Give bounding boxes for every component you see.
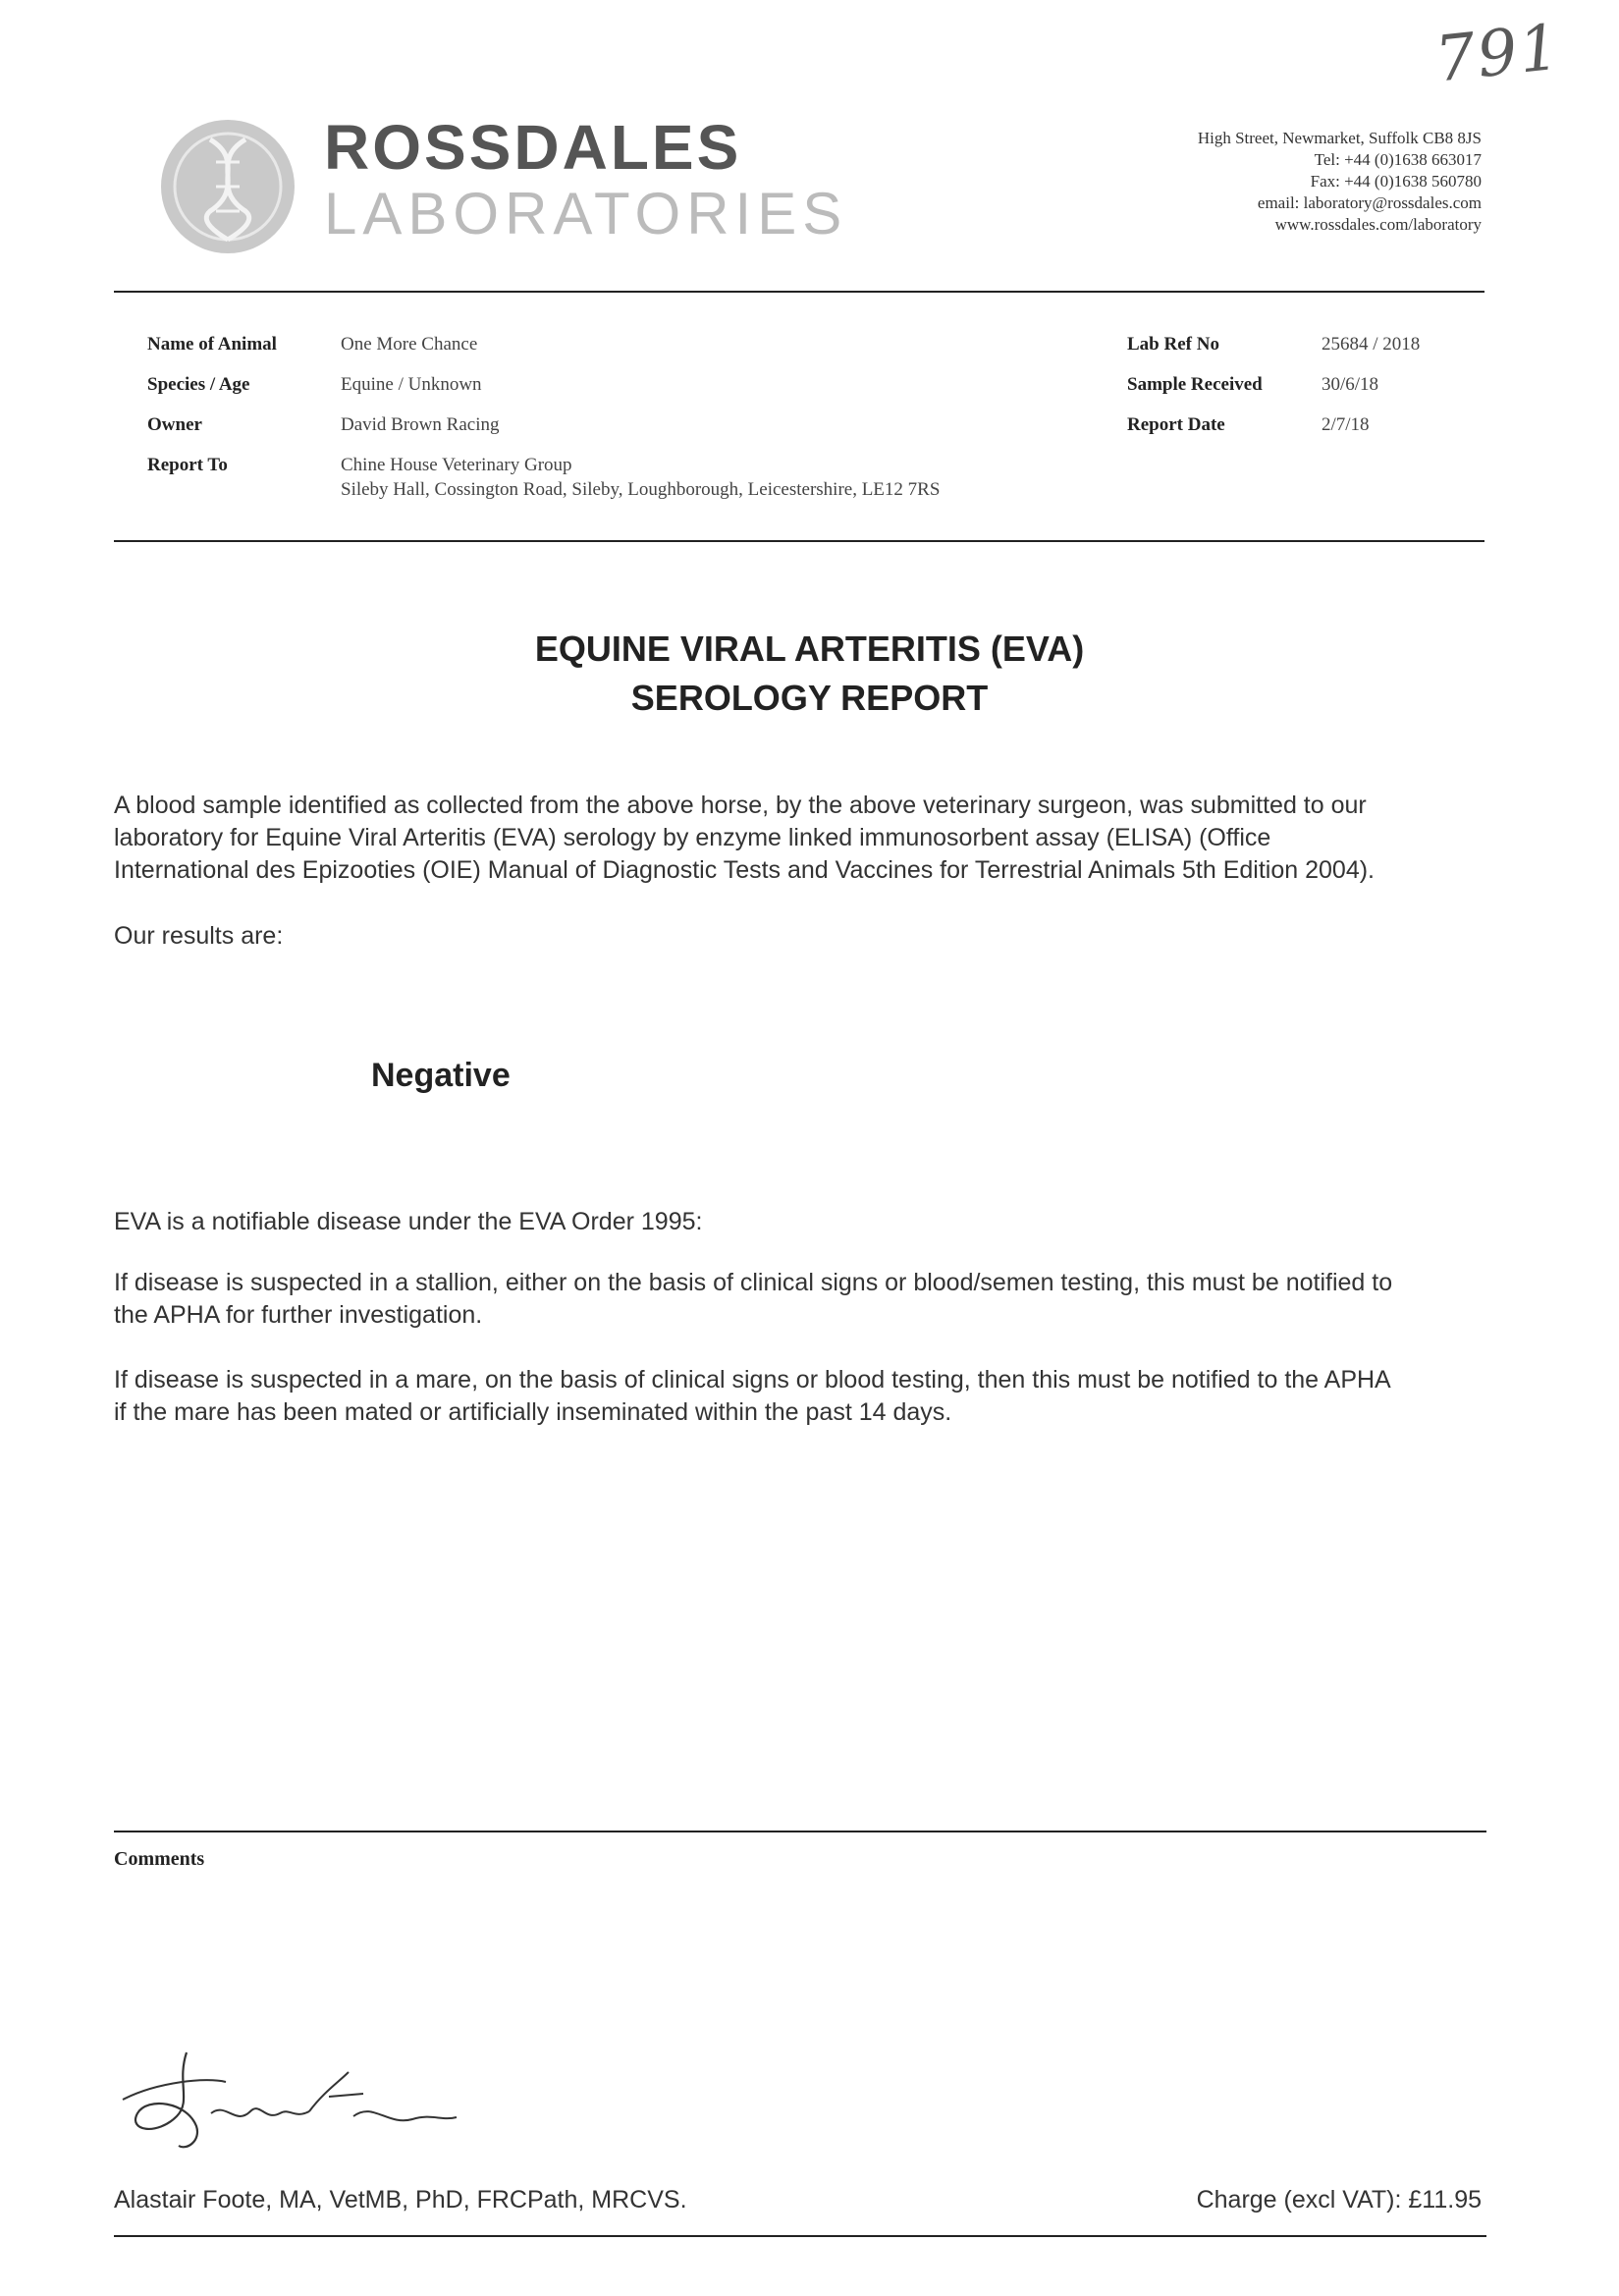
results-intro: Our results are:	[114, 922, 284, 950]
mare-line-2: if the mare has been mated or artificially inseminated within the past 14 days.	[114, 1398, 952, 1426]
owner-value: David Brown Racing	[341, 414, 500, 435]
notifiable-text: EVA is a notifiable disease under the EVA Order 1995:	[114, 1208, 703, 1235]
sample-received-label: Sample Received	[1127, 374, 1263, 395]
species-age-value: Equine / Unknown	[341, 374, 482, 395]
sample-received-value: 30/6/18	[1322, 374, 1379, 395]
stallion-line-2: the APHA for further investigation.	[114, 1301, 483, 1329]
lab-ref-value: 25684 / 2018	[1322, 334, 1421, 355]
intro-line-2: laboratory for Equine Viral Arteritis (EVA) serology by enzyme linked immunosorbent assay (ELISA) (Office	[114, 824, 1271, 851]
contact-web: www.rossdales.com/laboratory	[1274, 215, 1482, 234]
owner-label: Owner	[147, 414, 202, 435]
intro-paragraph	[114, 790, 1488, 887]
report-title-line2: SEROLOGY REPORT	[630, 678, 989, 718]
intro-line-3: International des Epizooties (OIE) Manual of Diagnostic Tests and Vaccines for Terrestrial Animals 5th Edition 2004).	[114, 856, 1375, 884]
report-title-line1: EQUINE VIRAL ARTERITIS (EVA)	[534, 629, 1085, 669]
signature-image	[118, 2043, 471, 2160]
report-to-line1: Chine House Veterinary Group	[341, 455, 572, 475]
stallion-line-1: If disease is suspected in a stallion, either on the basis of clinical signs or blood/semen testing, this must be notified to	[114, 1269, 1393, 1296]
intro-line-1: A blood sample identified as collected from the above horse, by the above veterinary surgeon, was submitted to our	[114, 792, 1367, 819]
contact-fax: Fax: +44 (0)1638 560780	[1310, 172, 1482, 191]
rossdales-logo-icon	[159, 118, 297, 255]
comments-divider	[114, 1831, 1486, 1832]
contact-block	[1198, 128, 1482, 236]
species-age-label: Species / Age	[147, 374, 250, 395]
header-divider	[114, 291, 1484, 293]
report-title	[0, 625, 1619, 723]
logo-name-primary: ROSSDALES	[324, 112, 742, 183]
page-number: 791	[1431, 11, 1565, 97]
contact-address: High Street, Newmarket, Suffolk CB8 8JS	[1197, 129, 1482, 147]
stallion-paragraph	[114, 1267, 1488, 1332]
result-value: Negative	[371, 1057, 511, 1094]
comments-label: Comments	[114, 1848, 205, 1870]
mare-paragraph	[114, 1364, 1488, 1429]
signatory-name: Alastair Foote, MA, VetMB, PhD, FRCPath, MRCVS.	[114, 2186, 687, 2214]
report-to-label: Report To	[147, 455, 228, 475]
details-divider	[114, 540, 1484, 542]
charge-amount: Charge (excl VAT): £11.95	[1196, 2186, 1482, 2214]
footer-divider	[114, 2235, 1486, 2237]
contact-tel: Tel: +44 (0)1638 663017	[1314, 150, 1482, 169]
report-date-label: Report Date	[1127, 414, 1225, 435]
contact-email: email: laboratory@rossdales.com	[1257, 193, 1482, 212]
logo-name-secondary: LABORATORIES	[324, 181, 848, 246]
name-of-animal-label: Name of Animal	[147, 334, 277, 355]
name-of-animal-value: One More Chance	[341, 334, 478, 355]
report-to-line2: Sileby Hall, Cossington Road, Sileby, Loughborough, Leicestershire, LE12 7RS	[341, 479, 941, 500]
report-date-value: 2/7/18	[1322, 414, 1370, 435]
mare-line-1: If disease is suspected in a mare, on the basis of clinical signs or blood testing, then this must be notified to the APHA	[114, 1366, 1391, 1394]
lab-ref-label: Lab Ref No	[1127, 334, 1219, 355]
